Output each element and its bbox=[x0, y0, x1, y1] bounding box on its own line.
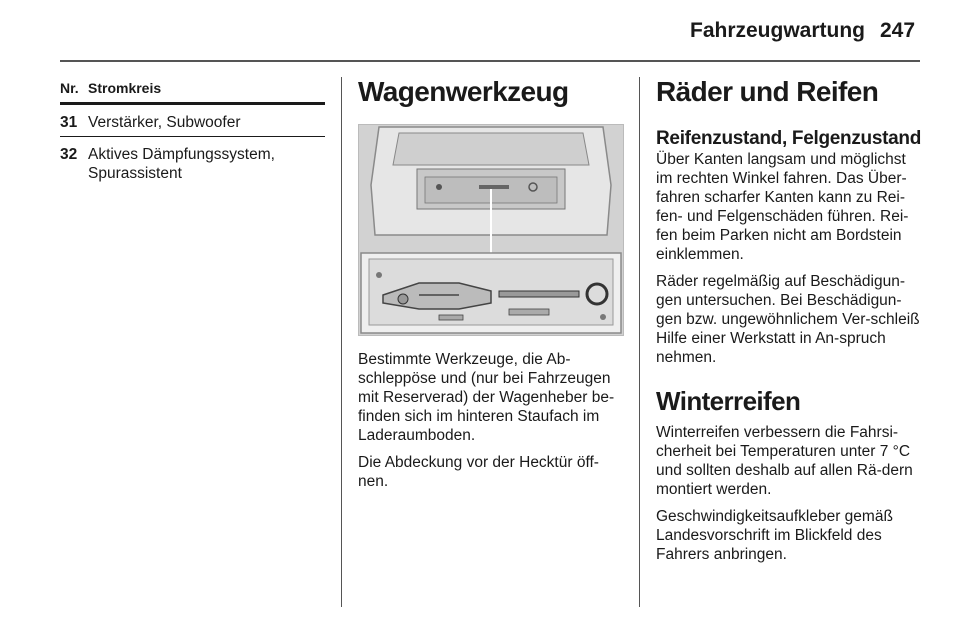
table-header-nr: Nr. bbox=[60, 80, 79, 96]
header-rule bbox=[60, 60, 920, 62]
table-header-stromkreis: Stromkreis bbox=[88, 80, 162, 96]
page-number: 247 bbox=[880, 19, 916, 42]
heading-wagenwerkzeug: Wagenwerkzeug bbox=[358, 76, 569, 107]
raeder-paragraph-1: Über Kanten langsam und möglichst im rechten Winkel fahren. Das Über-fahren scharfer Kanten kann zu Rei-fen- und Felgenschäden führen. Rei-fen beim Parken nicht am Bordstein einklemmen. bbox=[656, 151, 909, 263]
table-cell-text: Aktives Dämpfungssystem, Spurassistent bbox=[88, 146, 275, 182]
raeder-paragraph-2: Räder regelmäßig auf Beschädigun-gen untersuchen. Bei Beschädigun-gen bzw. ungewöhnlichem Ver-schleiß Hilfe einer Werkstatt in An-spruch nehmen. bbox=[656, 273, 920, 366]
table-cell-nr: 32 bbox=[60, 146, 78, 163]
table-row bbox=[60, 105, 325, 137]
column-divider-2 bbox=[639, 77, 640, 607]
winterreifen-paragraph-2: Geschwindigkeitsaufkleber gemäß Landesvorschrift im Blickfeld des Fahrers anbringen. bbox=[656, 508, 893, 563]
wagenwerkzeug-paragraph-2: Die Abdeckung vor der Hecktür öff-nen. bbox=[358, 454, 599, 490]
heading-raeder-und-reifen: Räder und Reifen bbox=[656, 76, 879, 107]
table-header bbox=[60, 80, 325, 105]
section-raeder-und-reifen bbox=[656, 76, 922, 564]
page-running-title: Fahrzeugwartung bbox=[690, 19, 866, 42]
table-cell-nr: 31 bbox=[60, 114, 78, 131]
winterreifen-paragraph-1: Winterreifen verbessern die Fahrsi-cherheit bei Temperaturen unter 7 °C und sollten deshalb auf allen Rä-dern montiert werden. bbox=[656, 424, 913, 498]
table-cell-text: Verstärker, Subwoofer bbox=[88, 114, 241, 131]
heading-winterreifen: Winterreifen bbox=[656, 386, 801, 416]
section-wagenwerkzeug bbox=[358, 76, 624, 491]
table-row bbox=[60, 137, 325, 187]
tool-compartment-illustration bbox=[358, 124, 624, 336]
column-divider-1 bbox=[341, 77, 342, 607]
wagenwerkzeug-paragraph-1: Bestimmte Werkzeuge, die Ab-schleppöse und (nur bei Fahrzeugen mit Reserverad) der Wagenheber be-finden sich im hinteren Staufach im Laderaumboden. bbox=[358, 351, 615, 444]
fuse-table bbox=[60, 80, 325, 187]
subheading-reifenzustand: Reifenzustand, Felgenzustand bbox=[656, 128, 922, 149]
